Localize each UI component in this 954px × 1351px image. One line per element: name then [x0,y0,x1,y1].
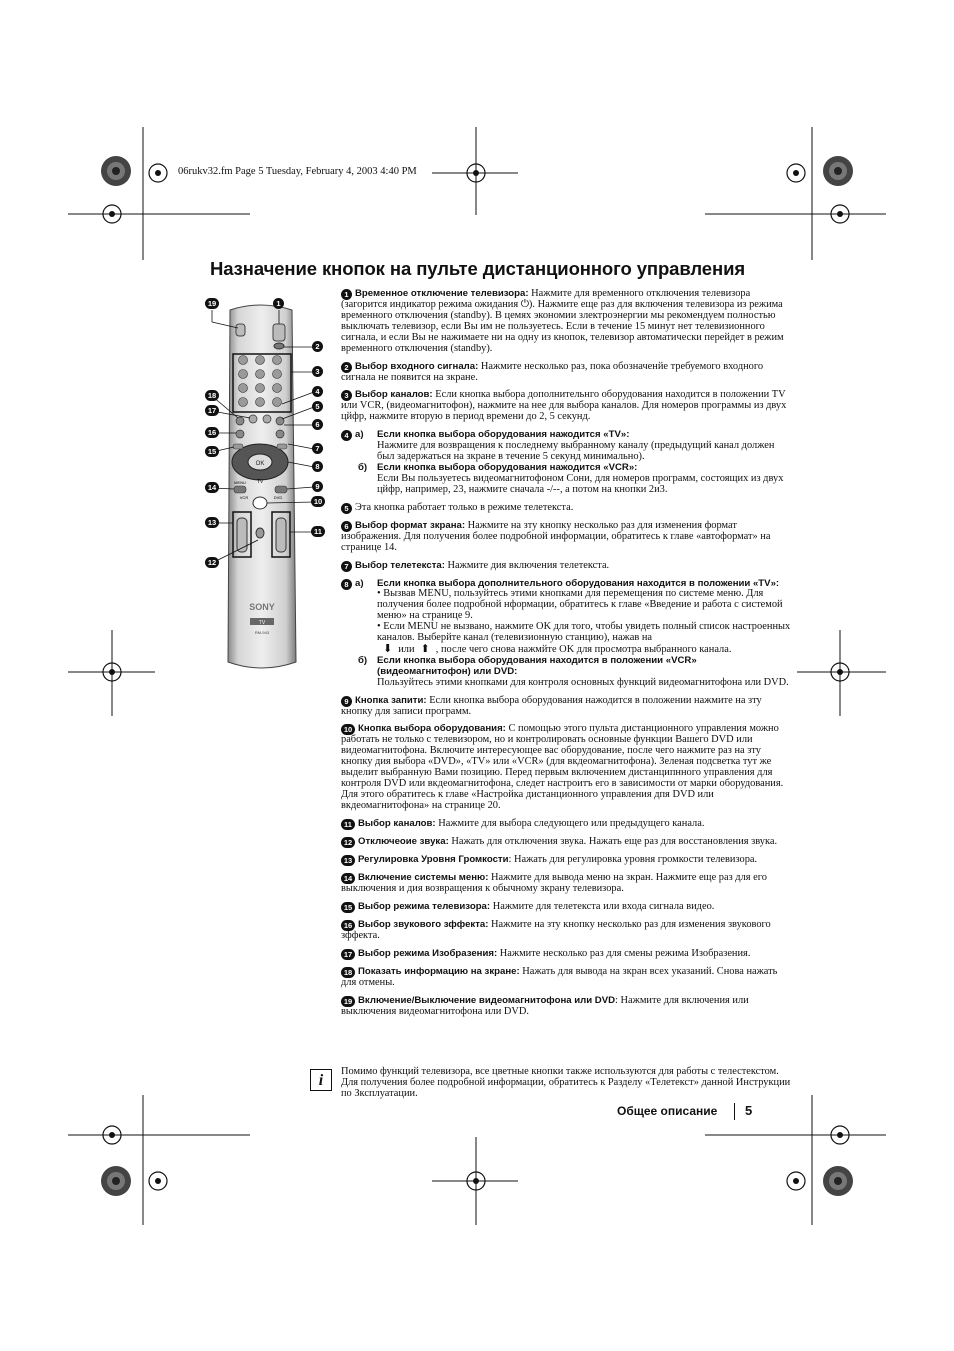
ok-label: OK [255,461,265,467]
item-16: 16 Выбор звукового зффекта: Нажмите на зту кнопку несколько раз для изменения звукового зффекта. [341,918,771,941]
footer-section-title: Общее описание [617,1104,718,1118]
item-11: 11 Выбор каналов: Нажмите для выбора следующего или предыдущего канала. [341,819,793,830]
item-6: 6 Выбор формат зкрана: Нажмите на зту кнопку несколько раз для изменения формат изображения. Для получения более подробной информации, обратитесь к главе «автоформат» на странице 14. [341,519,771,553]
callout-16: 16 [205,427,219,438]
callout-14: 14 [205,482,219,493]
arrow-up-icon: ⬆ [420,642,430,655]
item-2: 2 Выбор входного сигнала: Нажмите несколько раз, пока обозначенйе требуемого входного сигнала не появится на зкране. [341,360,764,383]
svg-text:DVD: DVD [273,495,283,500]
callout-11: 11 [311,526,325,537]
callout-17: 17 [205,405,219,416]
svg-text:MENU: MENU [234,480,246,485]
item-5: 5 Эта кнопка работает только в режиме телетекста. [341,503,793,514]
callout-4: 4 [312,386,323,397]
callout-1: 1 [273,298,284,309]
callout-13: 13 [205,517,219,528]
item-17: 17 Выбор режима Изобразения: Нажмите несколько раз для смены режима Изобразения. [341,949,793,960]
svg-text:VCR: VCR [239,495,249,500]
callout-15: 15 [205,446,219,457]
item-13: 13 Регулировка Уровня Громкости: Нажать для регулировка уровня громкости телевизора. [341,855,793,866]
callout-7: 7 [312,443,323,454]
info-icon: i [310,1069,332,1091]
item-1: 1 Временное отключение телевизора: Нажмите для временного отключения телевизора (загорится индикатор режима ожидания ⏻). Нажмите еще раз для включения телевизора из режима временного отключения (standby). В цемях экономии злектроэнергии мы рекомендуем полностью выключать телевизор, если Вы им не пользуетесь. Если в течение 15 минут нет телевизионного сигнала, и если Вы не нажимаете ни на одну из кнопок, телевизор автоматически перейдет в режим временного отключения (standby). [341,288,784,354]
item-10: 10 Кнопка выбора оборудования: С помощью этого пульта дистанционного управления можно работать не только с телевизором, но и контролировать основные функции Вашего DVD или видеомагнитофона. Включите интересующее вас оборудование, после чего нажмите раз на зту кнопку дия выбора «DVD», «TV» или «VCR» (для вкдеомагнитофона). Зеленая подсветка тут же выделит выбранную Вами позицию. Перед первым включением дистанципнного управления для контроля DVD или вкдеомагнитофона, следет настроитъ его в зависимости от марки оборудования. Для этого обратитесь к главе «Настройка дистанционного управления дпя DVD или вкдеомагнитофона» на странице 20. [341,723,784,811]
teletext-note: Помимо функций телевизора, все цветные кнопки также используются для работы с телестекстом. Для получения более подробной информации, обратитесь к Разделу «Телетекст» данной Инструкции по Зксплуатации. [341,1066,791,1099]
item-8: 8 а) Если кнопка выбора дополнительного оборудования находится в положении «TV»: • Вызвав MENU, пользуйтесь этими кнопками для перемещения по системе меню. Для получения более подробной нформации, обратитесь к главе «Введение и работа с системой меню» на странице 9. • Если MENU не вызвано, нажмите OK для того, чтобы увидеть полный список настроенных каналов. Выберйте канал (телевизионную станцию), нажав на ⬇ или ⬆ , после чего снова нажмйте OK для просмотра выбранного канала. б) Если кнопка выбора оборудования находится в положении «VCR» (видеомагнитофон) или DVD: Пользуйтесь этими кнопками для контроля основных функций видеомагнитофона или DVD. [341,579,793,689]
item-14: 14 Включение системы меню: Нажмите для вывода меню на зкран. Нажмите еще раз для его выключения и дия возвращения к обычному зкрану телевизора. [341,871,767,894]
callouts [200,292,330,682]
callout-9: 9 [312,481,323,492]
callout-6: 6 [312,419,323,430]
callout-18: 18 [205,390,219,401]
footer-divider [734,1103,735,1120]
callout-19: 19 [205,298,219,309]
callout-10: 10 [311,496,325,507]
svg-text:TV: TV [256,479,264,485]
callout-5: 5 [312,401,323,412]
item-15: 15 Выбор режима телевизора: Нажмите для телетекста или входа сигнала видео. [341,902,793,913]
button-descriptions [341,289,793,1024]
brand-logo: SONY [249,602,275,612]
callout-3: 3 [312,366,323,377]
callout-12: 12 [205,557,219,568]
callout-8: 8 [312,461,323,472]
item-7: 7 Выбор телетекста: Нажмите дия включения телетекста. [341,561,793,572]
item-9: 9 Кнопка запити: Если кнопка выбора оборудования нажодится в положении нажмите на зту кнопку для записи программ. [341,694,762,717]
svg-text:TV: TV [258,620,266,626]
item-12: 12 Отключеоие звука: Нажать для отключения звука. Нажать еще раз для восстановления звука. [341,837,793,848]
item-3: 3 Выбор каналов: Если кнопка выбора дополнительнго оборудования находится в положении TV или VCR, (видеомагнитофон), нажмите на нее для выбора каналов. Для номеров программы из двух цйфр, нажмите вторую в период времени до 2, 5 секунд. [341,389,787,423]
item-19: 19 Включение/Выключение видеомагнитофона или DVD: Нажмите для включения или выключения видеомагнитофона или DVD. [341,994,749,1017]
page-title: Назначение кнопок на пульте дистанционного управления [210,258,746,279]
item-18: 18 Показать информацию на зкране: Нажать для вывода на зкран всех указаний. Снова нажать для отмены. [341,965,778,988]
arrow-down-icon: ⬇ [383,642,393,655]
item-4: 4 а) Если кнопка выбора оборудования нажодится «TV»: Нажмите для возвращения к последнему выбранному каналу (предыдущий канал должен был задержаться на зкране в течение 5 секунд минимально). б) Если кнопка выбора оборудования нажодится «VCR»: Если Вы пользуетесь видеомагнитофоном Сони, для номеров программ, состоящих из двух цйфр, например, 23, нажмите сначала -/--, а потом на кнопки 2и3. [341,430,793,495]
file-header-stamp: 06rukv32.fm Page 5 Tuesday, February 4, 2003 4:40 PM [178,166,417,177]
callout-2: 2 [312,341,323,352]
remote-illustration [200,292,330,682]
page-number: 5 [745,1103,753,1118]
svg-text:RM-943: RM-943 [254,630,270,635]
